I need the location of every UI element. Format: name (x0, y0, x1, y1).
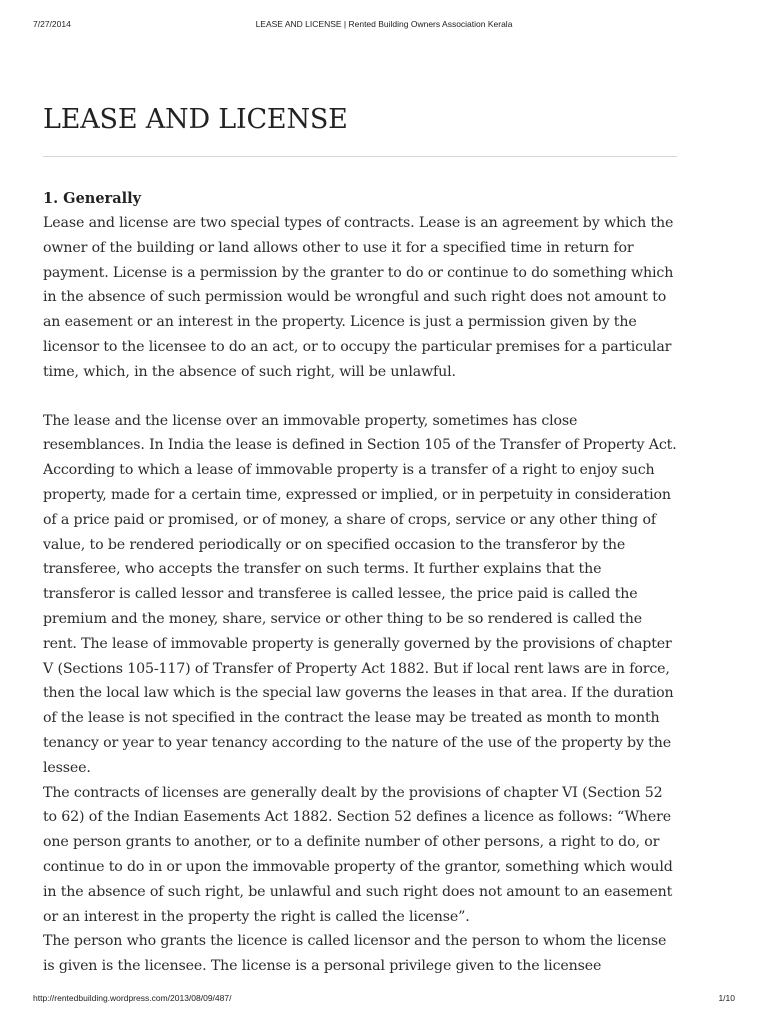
section-heading: 1. Generally (43, 190, 142, 207)
article-title: LEASE AND LICENSE (43, 104, 348, 135)
print-url: http://rentedbuilding.wordpress.com/2013/08/09/487/ (33, 993, 232, 1003)
paragraph-2: The lease and the license over an immovable property, sometimes has close resemblances. In India the lease is defined in Section 105 of the Transfer of Property Act. According to which a lease of immovable property is a transfer of a right to enjoy such property, made for a certain time, expressed or implied, or in perpetuity in consideration of a price paid or promised, or of money, a share of crops, service or any other thing of value, to be rendered periodically or on specified occasion to the transferor by the transferee, who accepts the transfer on such terms. It further explains that the transferor is called lessor and transferee is called lessee, the price paid is called the premium and the money, share, service or other thing to be so rendered is called the rent. The lease of immovable property is generally governed by the provisions of chapter V (Sections 105-117) of Transfer of Property Act 1882. But if local rent laws are in force, then the local law which is the special law governs the leases in that area. If the duration of the lease is not specified in the contract the lease may be treated as month to month tenancy or year to year tenancy according to the nature of the use of the property by the lessee. (43, 412, 677, 776)
paragraph-4: The person who grants the licence is called licensor and the person to whom the license is given is the licensee. The license is a personal privilege given to the licensee (43, 933, 667, 975)
paragraph-3: The contracts of licenses are generally dealt by the provisions of chapter VI (Section 52 to 62) of the Indian Easements Act 1882. Section 52 defines a licence as follows: “Where one person grants to another, or to a definite number of other persons, a right to do, or continue to do in or upon the immovable property of the grantor, something which would in the absence of such right, be unlawful and such right does not amount to an easement or an interest in the property the right is called the license”. (43, 784, 673, 925)
print-date: 7/27/2014 (33, 19, 71, 29)
paragraph-1: Lease and license are two special types of contracts. Lease is an agreement by which the owner of the building or land allows other to use it for a specified time in return for payment. License is a permission by the granter to do or continue to do something which in the absence of such permission would be wrongful and such right does not amount to an easement or an interest in the property. Licence is just a permission given by the licensor to the licensee to do an act, or to occupy the particular premises for a particular time, which, in the absence of such right, will be unlawful. (43, 215, 674, 380)
print-footer (0, 993, 768, 1007)
page-number: 1/10 (718, 993, 735, 1003)
article (43, 100, 677, 979)
title-divider (43, 156, 677, 157)
print-header (0, 19, 768, 33)
print-page-title: LEASE AND LICENSE | Rented Building Owners Association Kerala (255, 19, 513, 29)
